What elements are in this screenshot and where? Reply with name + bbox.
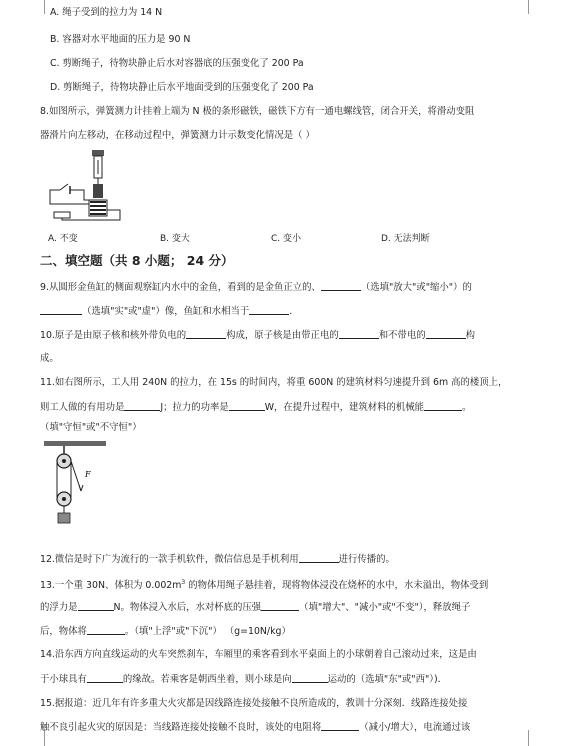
answer-blank[interactable] bbox=[229, 400, 265, 411]
ceiling bbox=[44, 441, 106, 446]
q11-line3: （填"守恒"或"不守恒"） bbox=[40, 422, 142, 433]
bar-magnet bbox=[93, 184, 103, 198]
crop-mark bbox=[528, 0, 545, 14]
q8-option-c: C. 变小 bbox=[271, 234, 302, 244]
q11-line2: 则工人做的有用功是 J；拉力的功率是 W，在提升过程中，建筑材料的机械能 。 bbox=[40, 402, 472, 413]
q7-option-b: B. 容器对水平地面的压力是 90 N bbox=[50, 34, 191, 45]
q9-line2: （选填"实"或"虚"）像，鱼缸和水相当于 . bbox=[40, 304, 292, 319]
answer-blank[interactable] bbox=[339, 328, 379, 339]
rheostat bbox=[54, 212, 70, 218]
q8-text-line1: 8.如图所示，弹簧测力计挂着上端为 N 极的条形磁铁，磁铁下方有一通电螺线管，闭合开关，将滑动变阻 bbox=[40, 106, 475, 117]
switch bbox=[60, 184, 68, 190]
q10-line2: 成。 bbox=[40, 353, 59, 364]
q10-line1: 10.原子是由原子核和核外带负电的 构成，原子核是由带正电的 和不带电的 构 bbox=[40, 330, 475, 341]
answer-blank[interactable] bbox=[261, 600, 299, 611]
section-heading: 二、填空题（共 8 小题； 24 分） bbox=[40, 253, 234, 268]
answer-blank[interactable] bbox=[186, 328, 226, 339]
q8-text-line2: 器滑片向左移动，在移动过程中，弹簧测力计示数变化情况是（ ） bbox=[40, 130, 315, 141]
answer-blank[interactable] bbox=[424, 400, 462, 411]
q8-option-d: D. 无法判断 bbox=[381, 234, 430, 244]
crop-mark bbox=[28, 0, 45, 14]
q11-line1: 11.如右图所示，工人用 240N 的拉力，在 15s 的时间内，将重 600N 的建筑材料匀速提升到 6m 高的楼顶上， bbox=[40, 377, 508, 388]
answer-blank[interactable] bbox=[426, 328, 466, 339]
q9-line1: 9.从圆形金鱼缸的侧面观察缸内水中的金鱼，看到的是金鱼正立的、 （选填"放大"或"缩小"）的 bbox=[40, 282, 472, 293]
answer-blank[interactable] bbox=[292, 672, 328, 683]
answer-blank[interactable] bbox=[249, 304, 289, 315]
answer-blank[interactable] bbox=[40, 304, 82, 315]
q15-line2: 触不良引起火灾的原因是：当线路连接处接触不良时，该处的电阻将 （减小/增大），电流通过该 bbox=[40, 722, 471, 733]
q15-line1: 15.据报道：近几年有许多重大火灾都是因线路连接处接触不良所造成的，教训十分深刻．线路连接处接 bbox=[40, 698, 468, 709]
q7-option-d: D. 剪断绳子，待物块静止后水平地面受到的压强变化了 200 Pa bbox=[50, 82, 314, 93]
answer-blank[interactable] bbox=[87, 672, 123, 683]
ceiling-mount bbox=[92, 150, 104, 156]
answer-blank[interactable] bbox=[321, 720, 359, 731]
solenoid-coil bbox=[90, 202, 106, 214]
answer-blank[interactable] bbox=[87, 624, 125, 635]
q13-line1: 13.一个重 30N、体积为 $0.002m^3$ 的物体用绳子悬挂着，现将物体浸没在烧杯的水中，水未溢出，物体受到 bbox=[40, 579, 489, 592]
answer-blank[interactable] bbox=[78, 600, 114, 611]
q8-option-a: A. 不变 bbox=[48, 234, 78, 244]
force-label: F bbox=[85, 470, 91, 479]
q8-option-b: B. 变大 bbox=[160, 234, 190, 244]
answer-blank[interactable] bbox=[299, 552, 339, 563]
q14-line1: 14.沿东西方向直线运动的火车突然刹车，车厢里的乘客看到水平桌面上的小球朝着自己滚动过来，这是由 bbox=[40, 649, 477, 660]
q13-line2: 的浮力是 N。物体浸入水后，水对杯底的压强 （填"增大"、"减小"或"不变"），释放绳子 bbox=[40, 602, 471, 613]
answer-blank[interactable] bbox=[321, 280, 361, 291]
answer-blank[interactable] bbox=[124, 400, 160, 411]
q8-circuit-diagram bbox=[40, 150, 150, 225]
q7-option-a: A. 绳子受到的拉力为 14 N bbox=[50, 7, 163, 18]
q7-option-c: C. 剪断绳子，待物块静止后水对容器底的压强变化了 200 Pa bbox=[50, 58, 304, 69]
q14-line2: 于小球具有 的缘故。若乘客是朝西坐着，则小球是向 运动的（选填"东"或"西"）)． bbox=[40, 674, 447, 685]
q13-line3: 后，物体将 。（填"上浮"或"下沉"） （g=10N/kg） bbox=[40, 626, 291, 637]
load-block bbox=[58, 513, 70, 523]
q11-pulley-diagram bbox=[44, 441, 108, 541]
q12-line1: 12.微信是时下广为流行的一款手机软件，微信信息是手机利用 进行传播的。 bbox=[40, 554, 395, 565]
